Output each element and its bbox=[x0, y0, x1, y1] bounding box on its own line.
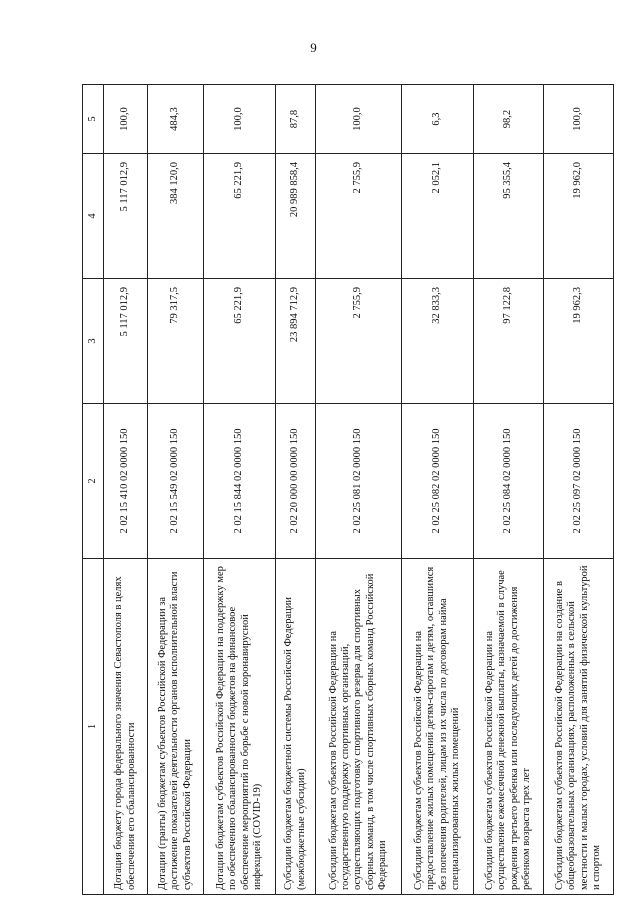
row-code: 2 02 15 844 02 0000 150 bbox=[204, 404, 276, 559]
row-percent: 87,8 bbox=[276, 85, 316, 154]
row-actual: 65 221,9 bbox=[204, 154, 276, 279]
row-code: 2 02 25 082 02 0000 150 bbox=[402, 404, 474, 559]
row-planned: 65 221,9 bbox=[204, 279, 276, 404]
row-name: Субсидии бюджетам субъектов Российской Федерации на создание в общеобразовательных организациях, расположенных в сельской местности и малых городах, условий для занятий физической культурой и спортом bbox=[544, 559, 614, 895]
row-code: 2 02 15 410 02 0000 150 bbox=[104, 404, 148, 559]
row-actual: 2 755,9 bbox=[316, 154, 402, 279]
row-actual: 384 120,0 bbox=[148, 154, 204, 279]
table-row bbox=[204, 85, 276, 895]
table-row bbox=[544, 85, 614, 895]
row-actual: 19 962,0 bbox=[544, 154, 614, 279]
row-planned: 2 755,9 bbox=[316, 279, 402, 404]
row-percent: 6,3 bbox=[402, 85, 474, 154]
row-name: Дотации бюджетам субъектов Российской Федерации на поддержку мер по обеспечению сбалансированности бюджетов на финансовое обеспечение мероприятий по борьбе с новой коронавирусной инфекцией (COVID-19) bbox=[204, 559, 276, 895]
row-actual: 95 355,4 bbox=[474, 154, 544, 279]
row-code: 2 02 15 549 02 0000 150 bbox=[148, 404, 204, 559]
row-actual: 2 052,1 bbox=[402, 154, 474, 279]
row-code: 2 02 25 097 02 0000 150 bbox=[544, 404, 614, 559]
row-actual: 5 117 012,9 bbox=[104, 154, 148, 279]
row-percent: 100,0 bbox=[544, 85, 614, 154]
table-row bbox=[474, 85, 544, 895]
row-percent: 484,3 bbox=[148, 85, 204, 154]
row-percent: 100,0 bbox=[104, 85, 148, 154]
header-col-2: 2 bbox=[83, 404, 104, 559]
row-name: Дотация бюджету города федерального значения Севастополя в целях обеспечения его сбалансированности bbox=[104, 559, 148, 895]
table-row bbox=[402, 85, 474, 895]
table-row bbox=[276, 85, 316, 895]
header-row bbox=[83, 85, 104, 895]
row-percent: 100,0 bbox=[316, 85, 402, 154]
row-actual: 20 989 858,4 bbox=[276, 154, 316, 279]
page-number: 9 bbox=[310, 40, 317, 55]
row-planned: 79 317,5 bbox=[148, 279, 204, 404]
header-col-3: 3 bbox=[83, 279, 104, 404]
row-percent: 98,2 bbox=[474, 85, 544, 154]
row-name: Субсидии бюджетам субъектов Российской Федерации на предоставление жилых помещений детям-сиротам и детям, оставшимся без попечения родителей, лицам из их числа по договорам найма специализированных жилых помещений bbox=[402, 559, 474, 895]
header-col-4: 4 bbox=[83, 154, 104, 279]
row-code: 2 02 20 000 00 0000 150 bbox=[276, 404, 316, 559]
rotated-table-frame bbox=[82, 85, 602, 895]
row-planned: 32 833,3 bbox=[402, 279, 474, 404]
row-percent: 100,0 bbox=[204, 85, 276, 154]
table-row bbox=[104, 85, 148, 895]
row-name: Субсидии бюджетам субъектов Российской Федерации на осуществление ежемесячной денежной выплаты, назначаемой в случае рождения третьего ребенка или последующих детей до достижения ребенком возраста трех лет bbox=[474, 559, 544, 895]
header-col-1: 1 bbox=[83, 559, 104, 895]
header-col-5: 5 bbox=[83, 85, 104, 154]
row-planned: 23 894 712,9 bbox=[276, 279, 316, 404]
row-planned: 5 117 012,9 bbox=[104, 279, 148, 404]
row-planned: 97 122,8 bbox=[474, 279, 544, 404]
table-row bbox=[316, 85, 402, 895]
table-row bbox=[148, 85, 204, 895]
row-code: 2 02 25 081 02 0000 150 bbox=[316, 404, 402, 559]
row-planned: 19 962,3 bbox=[544, 279, 614, 404]
row-code: 2 02 25 084 02 0000 150 bbox=[474, 404, 544, 559]
row-name: Субсидии бюджетам бюджетной системы Российской Федерации (межбюджетные субсидии) bbox=[276, 559, 316, 895]
row-name: Субсидии бюджетам субъектов Российской Федерации на государственную поддержку спортивных организаций, осуществляющих подготовку спортивного резерва для спортивных сборных команд, в том числе спортивных сборных команд Российской Федерации bbox=[316, 559, 402, 895]
row-name: Дотации (гранты) бюджетам субъектов Российской Федерации за достижение показателей деятельности органов исполнительной власти субъектов Российской Федерации bbox=[148, 559, 204, 895]
budget-table bbox=[82, 84, 614, 895]
